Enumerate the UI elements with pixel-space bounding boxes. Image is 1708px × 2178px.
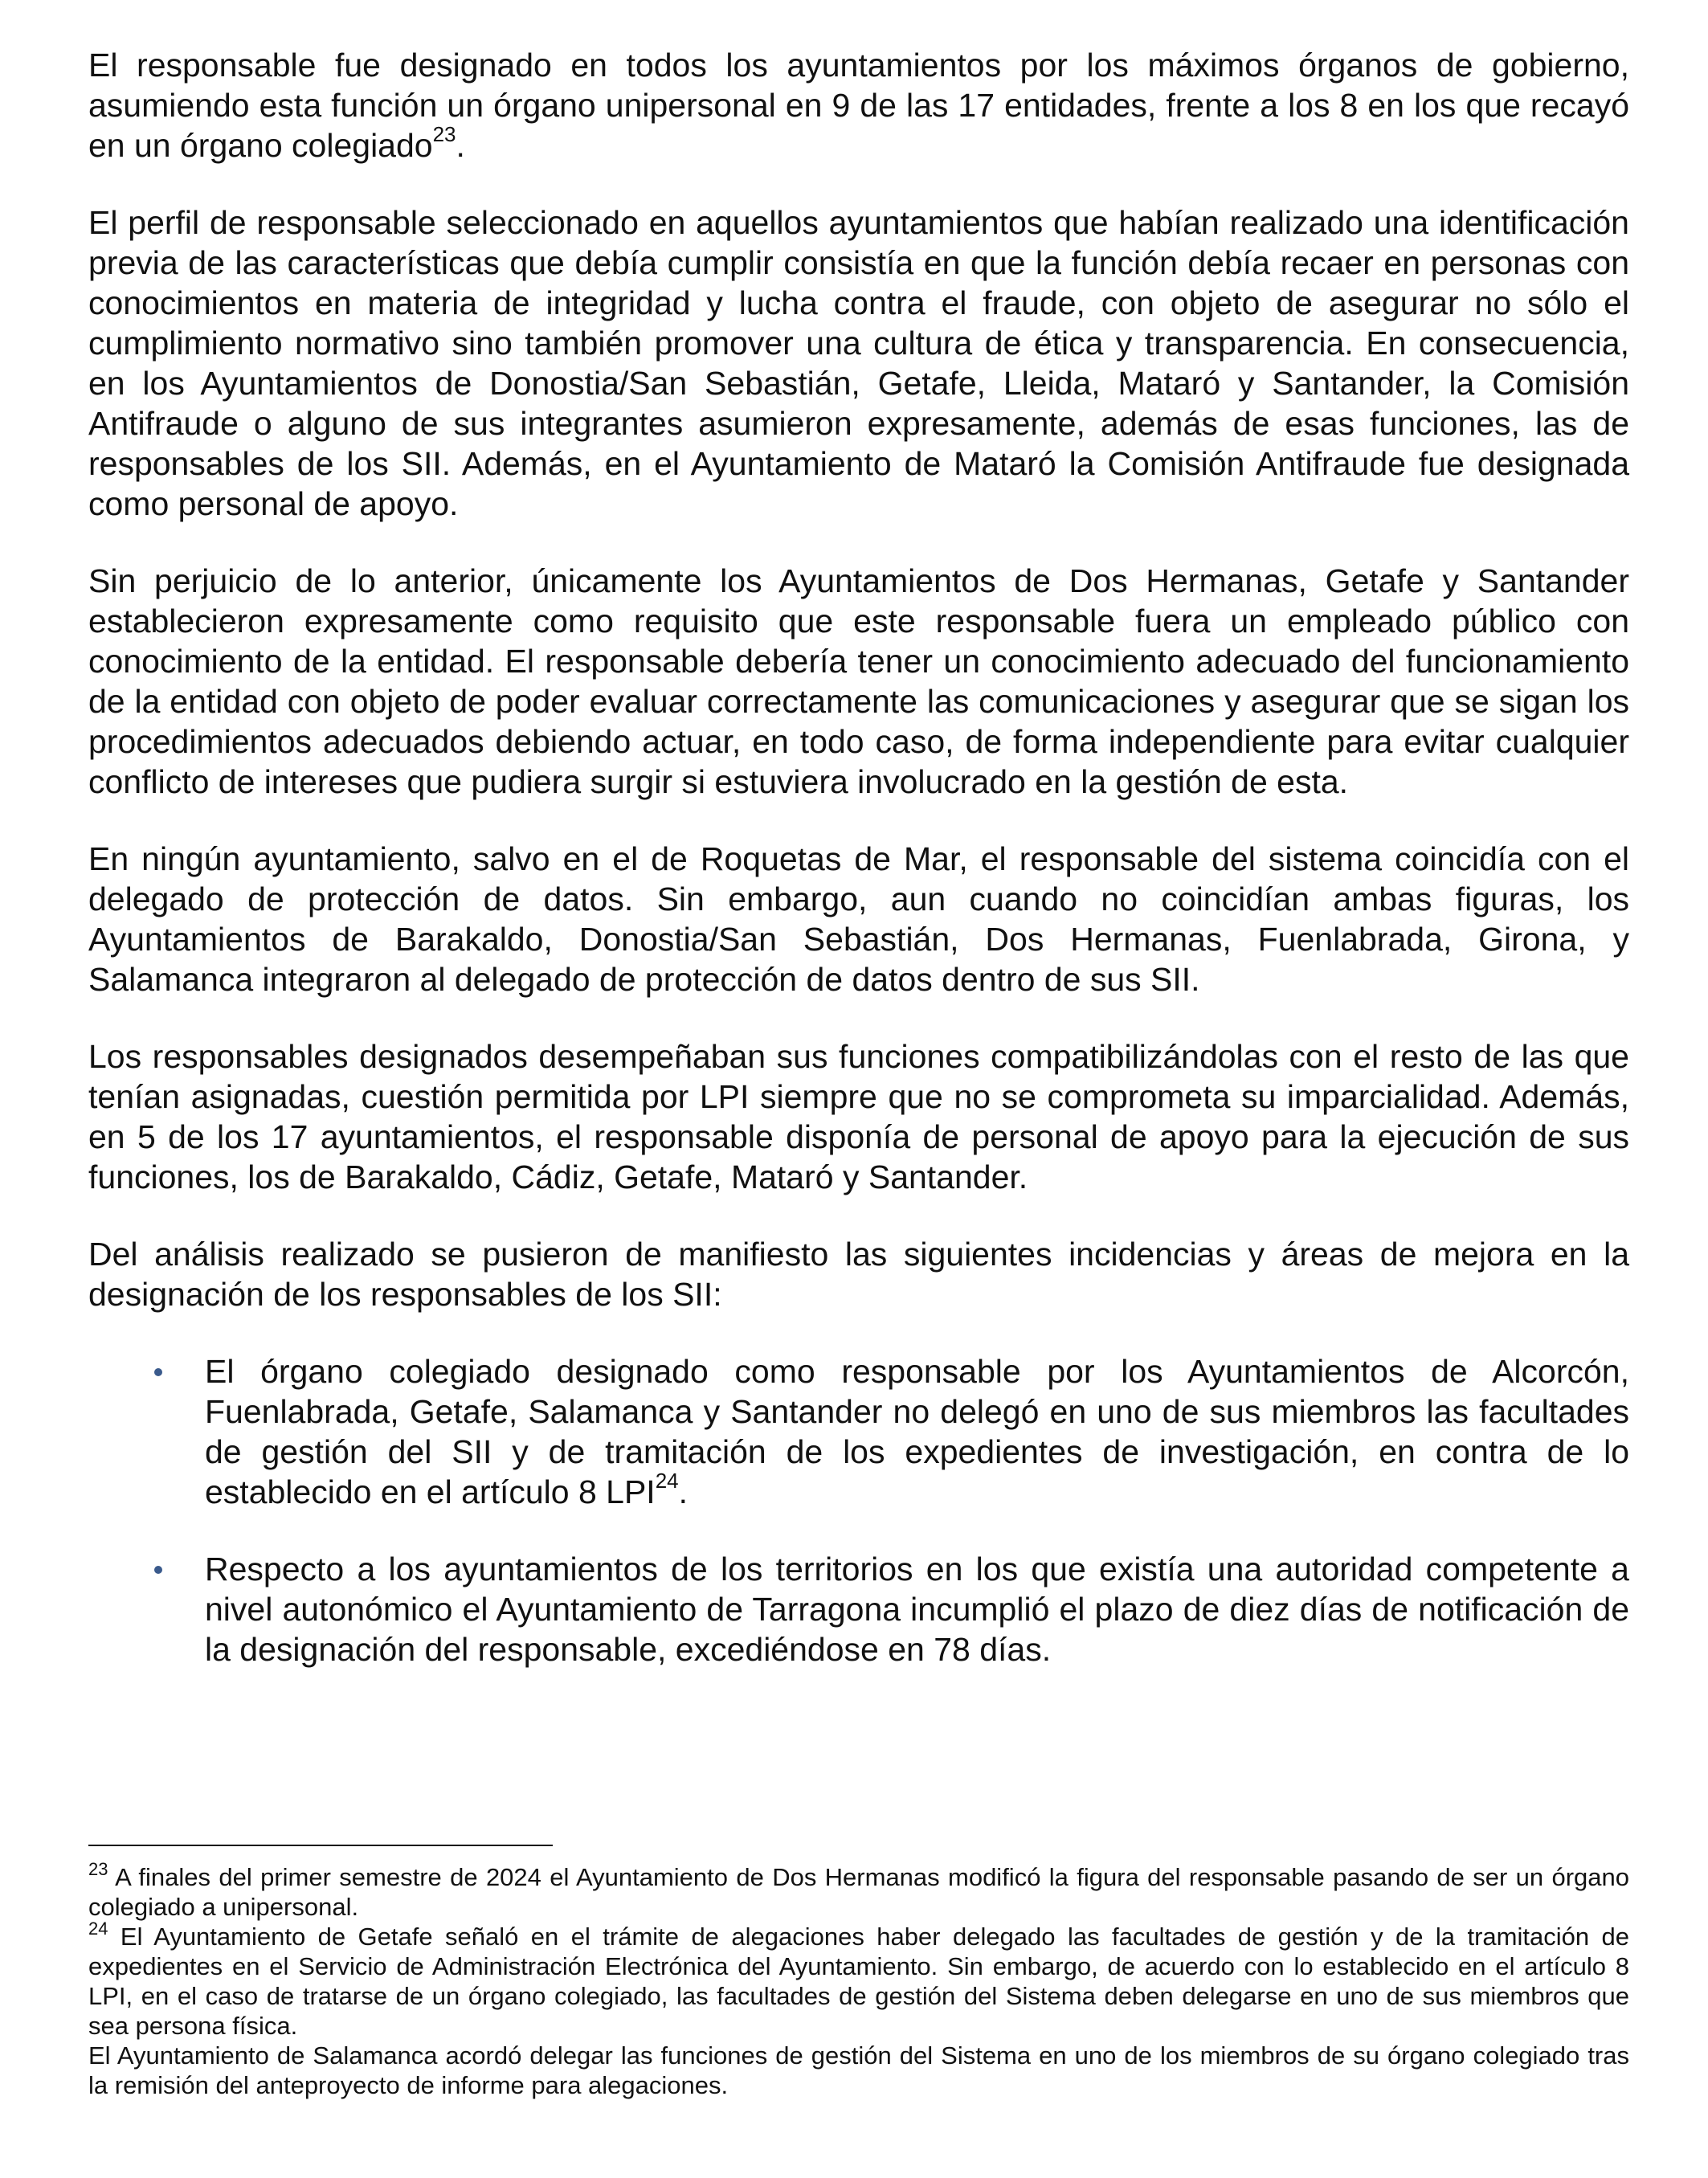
list-item-text: El órgano colegiado designado como responsable por los Ayuntamientos de Alcorcón, Fuenlabrada, Getafe, Salamanca y Santander no delegó en uno de sus miembros las facultades de gestión del SII y de tramitación de los expedientes de investigación, en contra de lo establecido en el artículo 8 LPI (205, 1353, 1629, 1510)
list-item-text: Respecto a los ayuntamientos de los territorios en los que existía una autoridad competente a nivel autonómico el Ayuntamiento de Tarragona incumplió el plazo de diez días de notificación de la designación del responsable, excediéndose en 78 días. (205, 1551, 1629, 1668)
footnote-text: El Ayuntamiento de Getafe señaló en el trámite de alegaciones haber delegado las facultades de gestión y de la tramitación de expedientes en el Servicio de Administración Electrónica del Ayuntamiento. Sin embargo, de acuerdo con lo establecido en el artículo 8 LPI, en el caso de tratarse de un órgano colegiado, las facultades de gestión del Sistema deben delegarse en uno de sus miembros que sea persona física. (88, 1923, 1629, 2040)
footnote-23 (88, 1858, 1629, 1922)
footnote-24-continuation: El Ayuntamiento de Salamanca acordó delegar las funciones de gestión del Sistema en uno de los miembros de su órgano colegiado tras la remisión del anteproyecto de informe para alegaciones. (88, 2041, 1629, 2099)
footnote-24 (88, 1918, 1629, 2041)
document-body (88, 45, 1629, 1706)
footnote-number: 23 (88, 1858, 108, 1879)
list-item (88, 1351, 1629, 1512)
paragraph-1-text: El responsable fue designado en todos los ayuntamientos por los máximos órganos de gobierno, asumiendo esta función un órgano unipersonal en 9 de las 17 entidades, frente a los 8 en los que recayó en un órgano colegiado (88, 47, 1629, 164)
paragraph-6: Del análisis realizado se pusieron de manifiesto las siguientes incidencias y áreas de mejora en la designación de los responsables de los SII: (88, 1236, 1629, 1313)
footnote-text: A finales del primer semestre de 2024 el Ayuntamiento de Dos Hermanas modificó la figura del responsable pasando de ser un órgano colegiado a unipersonal. (88, 1863, 1629, 1921)
paragraph-1-end: . (456, 127, 465, 164)
paragraph-2: El perfil de responsable seleccionado en aquellos ayuntamientos que habían realizado una identificación previa de las características que debía cumplir consistía en que la función debía recaer en personas con conocimientos en materia de integridad y lucha contra el fraude, con objeto de asegurar no sólo el cumplimiento normativo sino también promover una cultura de ética y transparencia. En consecuencia, en los Ayuntamientos de Donostia/San Sebastián, Getafe, Lleida, Mataró y Santander, la Comisión Antifraude o alguno de sus integrantes asumieron expresamente, además de esas funciones, las de responsables de los SII. Además, en el Ayuntamiento de Mataró la Comisión Antifraude fue designada como personal de apoyo. (88, 204, 1629, 522)
footnotes (88, 1858, 1629, 2100)
findings-list (88, 1351, 1629, 1669)
paragraph-3: Sin perjuicio de lo anterior, únicamente los Ayuntamientos de Dos Hermanas, Getafe y Santander establecieron expresamente como requisito que este responsable fuera un empleado público con conocimiento de la entidad. El responsable debería tener un conocimiento adecuado del funcionamiento de la entidad con objeto de poder evaluar correctamente las comunicaciones y asegurar que se sigan los procedimientos adecuados debiendo actuar, en todo caso, de forma independiente para evitar cualquier conflicto de intereses que pudiera surgir si estuviera involucrado en la gestión de esta. (88, 562, 1629, 800)
paragraph-4: En ningún ayuntamiento, salvo en el de Roquetas de Mar, el responsable del sistema coincidía con el delegado de protección de datos. Sin embargo, aun cuando no coincidían ambas figuras, los Ayuntamientos de Barakaldo, Donostia/San Sebastián, Dos Hermanas, Fuenlabrada, Girona, y Salamanca integraron al delegado de protección de datos dentro de sus SII. (88, 840, 1629, 998)
list-item-end: . (678, 1473, 689, 1510)
paragraph-5: Los responsables designados desempeñaban sus funciones compatibilizándolas con el resto de las que tenían asignadas, cuestión permitida por LPI siempre que no se comprometa su imparcialidad. Además, en 5 de los 17 ayuntamientos, el responsable disponía de personal de apoyo para la ejecución de sus funciones, los de Barakaldo, Cádiz, Getafe, Mataró y Santander. (88, 1038, 1629, 1195)
footnote-separator (88, 1845, 553, 1846)
footnote-ref-24[interactable]: 24 (655, 1469, 679, 1494)
paragraph-1 (88, 45, 1629, 165)
footnote-ref-23[interactable]: 23 (432, 122, 456, 147)
bullet-dot-icon (154, 1368, 162, 1376)
footnote-number: 24 (88, 1918, 108, 1939)
bullet-dot-icon (154, 1566, 162, 1574)
list-item (88, 1549, 1629, 1669)
